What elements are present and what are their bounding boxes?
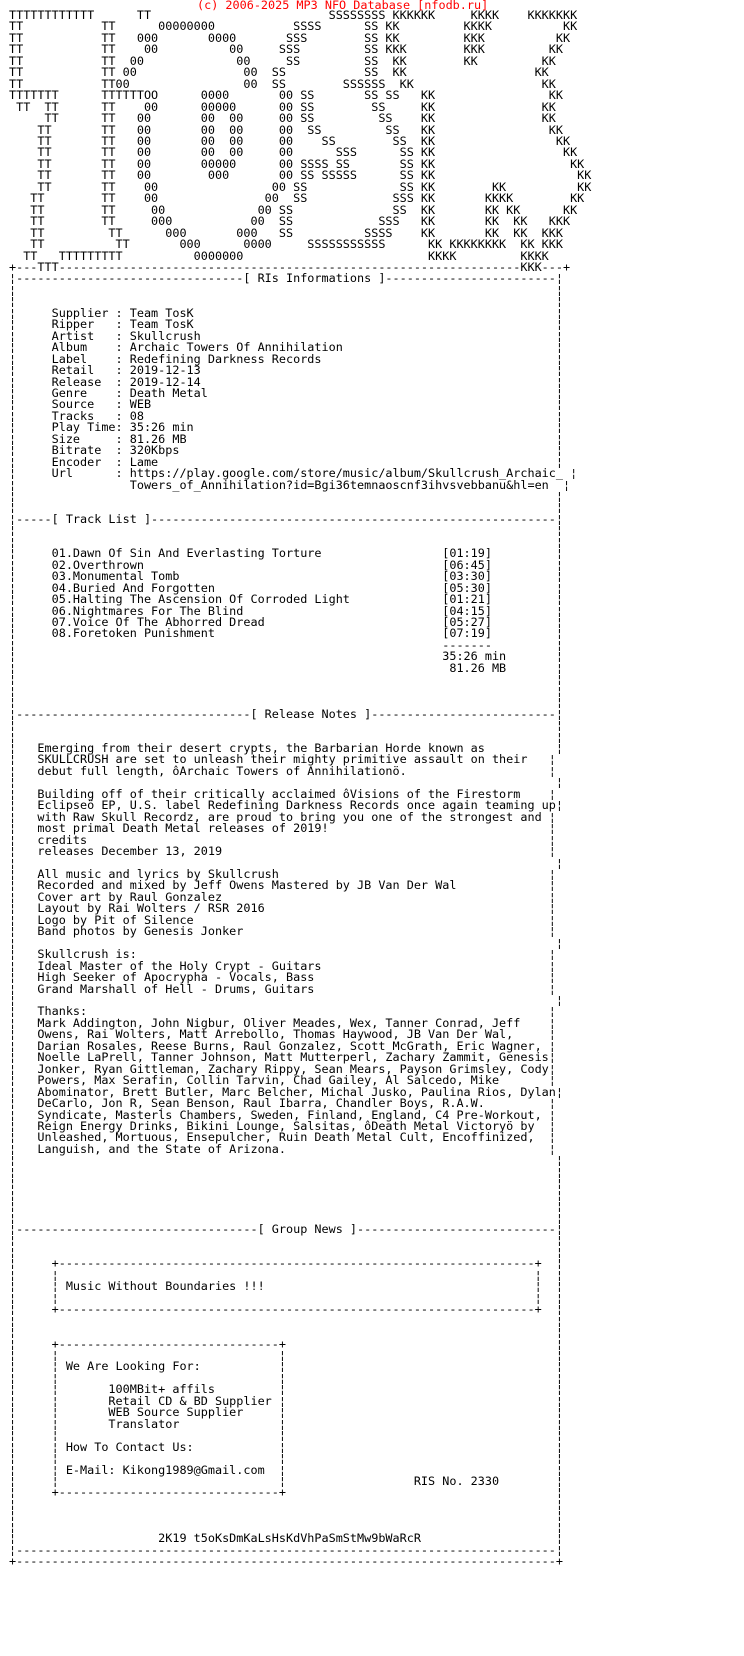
nfo-text-body: TTTTTTTTTTTT TT SSSSSSSS KKKKKK KKKK KKKKKKK TT TT 00000000 SSSS SS KK KKKK KK TT TT 000 0000 SSS SS KK KKK KK TT TT 00 00 SSS SS KKK KKK KK TT TT 00 00 SS SS KK KK KK TT TT 00 00 SS SS KK KK TT TT00 00 SS SSSSSS KK KK TTTTTTT TTTTTTOO 0000 00 SS SS SS KK KK TT TT TT 00 00000 00 SS SS KK KK TT TT 00 00 00 00 SS SS KK KK TT TT 00 00 00 00 SS SS KK KK TT TT 00 00 00 00 SS SS KK KK TT TT 00 00 00 00 SSS SS KK KK TT TT 00 00000 00 SSSS SS SS KK KK TT TT 00 000 00 SS SSSSS SS KK KK TT TT 00 00 SS SS KK KK KK TT TT 00 00 SS SSS KK KKKK KK TT TT 00 00 SS SS KK KK KK KK TT TT 000 00 SS SSS KK KK KK KKK TT TT 000 000 SS SSSS KK KK KK KKK TT TT 000 0000 SSSSSSSSSSS KK KKKKKKKK KK KKK TT TTTTTTTTT 0000000 KKKK KKKK +---TTT-----------------------------------------------------------------KKK---+ ¦--------------------------------[ RIs Informations ]------------------------¦ ¦ ¦ ¦ ¦ ¦ Supplier : Team TosK ¦ ¦ Ripper : Team TosK ¦ ¦ Artist : Skullcrush ¦ ¦ Album : Archaic Towers Of Annihilation ¦ ¦ Label : Redefining Darkness Records ¦ ¦ Retail : 2019-12-13 ¦ ¦ Release : 2019-12-14 ¦ ¦ Genre : Death Metal ¦ ¦ Source : WEB ¦ ¦ Tracks : 08 ¦ ¦ Play Time: 35:26 min ¦ ¦ Size : 81.26 MB ¦ ¦ Bitrate : 320Kbps ¦ ¦ Encoder : Lame ¦ ¦ Url : https://play.google.com/store/music/album/Skullcrush_Archaic_ ¦ ¦ Towers_of_Annihilation?id=Bgi36temnaoscnf3ihvsvebbanu&hl=en ¦ ¦ ¦ ¦ ¦ ¦-----[ Track List ]---------------------------------------------------------¦ ¦ ¦ ¦ ¦ ¦ 01.Dawn Of Sin And Everlasting Torture [01:19] ¦ ¦ 02.Overthrown [06:45] ¦ ¦ 03.Monumental Tomb [03:30] ¦ ¦ 04.Buried And Forgotten [05:30] ¦ ¦ 05.Halting The Ascension Of Corroded Light [01:21] ¦ ¦ 06.Nightmares For The Blind [04:15] ¦ ¦ 07.Voice Of The Abhorred Dread [05:27] ¦ ¦ 08.Foretoken Punishment [07:19] ¦ ¦ ------- ¦ ¦ 35:26 min ¦ ¦ 81.26 MB ¦ ¦ ¦ ¦ ¦ ¦ ¦ ¦---------------------------------[ Release Notes ]--------------------------¦ ¦ ¦ ¦ ¦ ¦ Emerging from their desert crypts, the Barbarian Horde known as ¦ ¦ SKULLCRUSH are set to unleash their mighty primitive assault on their ¦ ¦ debut full length, ôArchaic Towers of Annihilationö. ¦ ¦ ¦ ¦ Building off of their critically acclaimed ôVisions of the Firestorm ¦ ¦ Eclipseö EP, U.S. label Redefining Darkness Records once again teaming up¦ ¦ with Raw Skull Recordz, are proud to bring you one of the strongest and ¦ ¦ most primal Death Metal releases of 2019! ¦ ¦ credits ¦ ¦ releases December 13, 2019 ¦ ¦ ¦ ¦ All music and lyrics by Skullcrush ¦ ¦ Recorded and mixed by Jeff Owens Mastered by JB Van Der Wal ¦ ¦ Cover art by Raul Gonzalez ¦ ¦ Layout by Rai Wolters / RSR 2016 ¦ ¦ Logo by Pit of Silence ¦ ¦ Band photos by Genesis Jonker ¦ ¦ ¦ ¦ Skullcrush is: ¦ ¦ Ideal Master of the Holy Crypt - Guitars ¦ ¦ High Seeker of Apocrypha - Vocals, Bass ¦ ¦ Grand Marshall of Hell - Drums, Guitars ¦ ¦ ¦ ¦ Thanks: ¦ ¦ Mark Addington, John Nigbur, Oliver Meades, Wex, Tanner Conrad, Jeff ¦ ¦ Owens, Rai Wolters, Matt Arrebollo, Thomas Haywood, JB Van Der Wal, ¦ ¦ Darian Rosales, Reese Burns, Raul Gonzalez, Scott McGrath, Eric Wagner, ¦ ¦ Noelle LaPrell, Tanner Johnson, Matt Mutterperl, Zachary Zammit, Genesis¦ ¦ Jonker, Ryan Gittleman, Zachary Rippy, Sean Mears, Payson Grimsley, Cody¦ ¦ Powers, Max Serafin, Collin Tarvin, Chad Gailey, Al Salcedo, Mike ¦ ¦ Abominator, Brett Butler, Marc Belcher, Michal Jusko, Paulina Rios, Dylan¦ ¦ DeCarlo, Jon R, Sean Benson, Raul Ibarra, Chandler Boys, R.A.W. ¦ ¦ Syndicate, Masterĺs Chambers, Sweden, Finland, England, C4 Pre-Workout, ¦ ¦ Reign Energy Drinks, Bikini Lounge, Salsitas, ôDeath Metal Victoryö by ¦ ¦ Unleashed, Mortuous, Ensepulcher, Ruin Death Metal Cult, Encoffinized, ¦ ¦ Languish, and the State of Arizona. ¦ ¦ ¦ ¦ ¦ ¦ ¦ ¦ ¦ ¦ ¦ ¦ ¦ ¦----------------------------------[ Group News ]----------------------------¦ ¦ ¦ ¦ ¦ ¦ +-------------------------------------------------------------------+ ¦ ¦ ¦ ¦ ¦ ¦ ¦ Music Without Boundaries !!! ¦ ¦ ¦ ¦ ¦ ¦ ¦ +-------------------------------------------------------------------+ ¦ ¦ ¦ ¦ ¦ ¦ +-------------------------------+ ¦ ¦ ¦ ¦ ¦ ¦ ¦ We Are Looking For: ¦ ¦ ¦ ¦ ¦ ¦ ¦ ¦ 100MBit+ affils ¦ ¦ ¦ ¦ Retail CD & BD Supplier ¦ ¦ ¦ ¦ WEB Source Supplier ¦ ¦ ¦ ¦ Translator ¦ ¦ ¦ ¦ ¦ ¦ ¦ ¦ How To Contact Us: ¦ ¦ ¦ ¦ ¦ ¦ ¦ ¦ E-Mail: Kikong1989@Gmail.com ¦ ¦ ¦ ¦ ¦ RIS No. 2330 ¦ ¦ +-------------------------------+ ¦ ¦ ¦ ¦ ¦ ¦ ¦ ¦ 2K19 t5oKsDmKaLsHsKdVhPaSmStMw9bWaRcR ¦ ¦----------------------------------------------------------------------------¦ +----------------------------------------------------------------------------+ [9, 8, 592, 1569]
source-credit-line: (c) 2006-2025 MP3 NFO Database [nfodb.ru] [197, 0, 489, 12]
nfo-document [0, 10, 591, 1568]
